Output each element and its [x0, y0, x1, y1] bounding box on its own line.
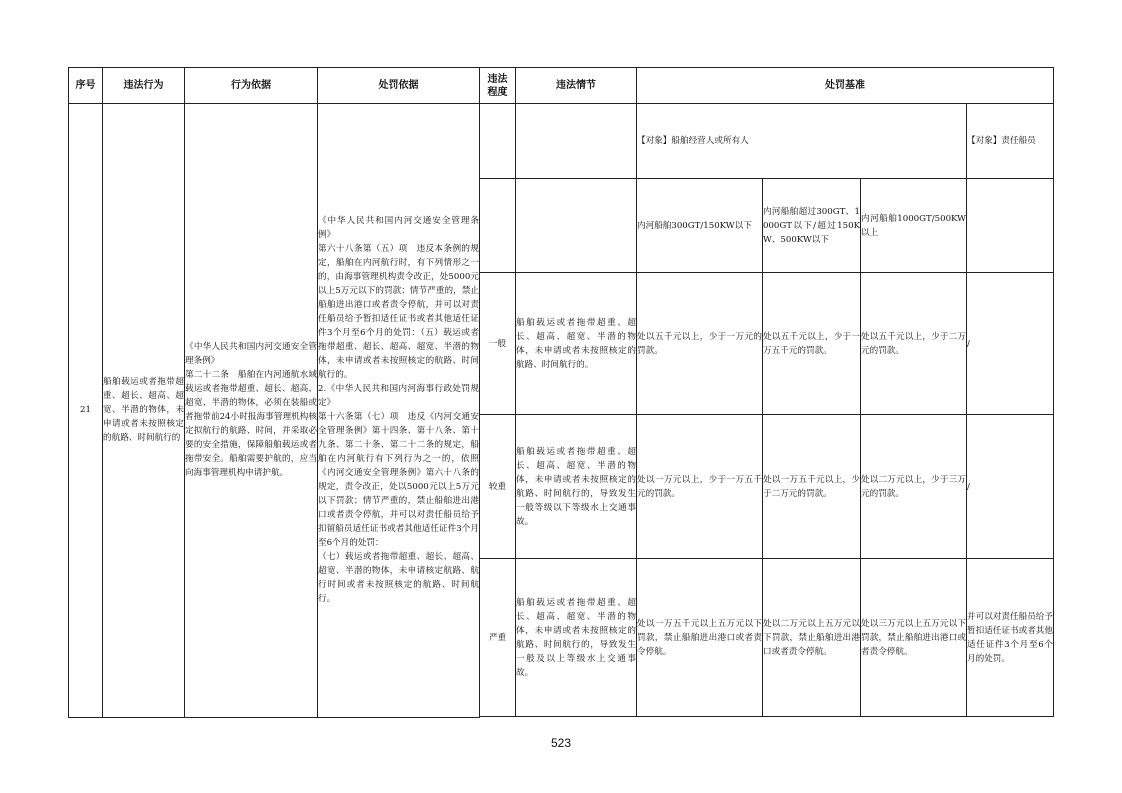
header-seq: 序号	[69, 68, 103, 104]
standard-large: 处以五千元以上，少于二万元的罚款。	[861, 273, 967, 415]
degree-label: 较重	[480, 415, 516, 559]
target-row	[69, 104, 1054, 179]
header-basis: 行为依据	[185, 68, 318, 104]
behavior-basis: 《中华人民共和国内河交通安全管理条例》 第二十二条 船舶在内河通航水域载运或者拖带超重、超长、超高、超宽、半潜的物体，必须在装船或者拖带前24小时报海事管理机构核定拟航行的航路、时间，并采取必要的安全措施，保障船舶载运或者拖带安全。船舶需要护航的，应当向海事管理机构申请护航。	[185, 104, 318, 718]
header-degree: 违法 程度	[480, 68, 516, 104]
empty-cell	[967, 179, 1054, 273]
tier-medium: 内河船舶超过300GT、1000GT以下/超过150KW、500KW以下	[763, 179, 861, 273]
circumstance: 船舶载运或者拖带超重、超长、超高、超宽、半潜的物体，未申请或者未按照核定的航路、时间航行的，导致发生一般及以上等级水上交通事故。	[516, 559, 637, 717]
empty-cell	[480, 104, 516, 179]
penalty-standard-table	[68, 67, 1054, 718]
standard-small: 处以一万元以上，少于一万五千元的罚款。	[637, 415, 763, 559]
standard-medium: 处以一万五千元以上，少于二万元的罚款。	[763, 415, 861, 559]
standard-small: 处以一万五千元以上五万元以下罚款，禁止船舶进出港口或者责令停航。	[637, 559, 763, 717]
header-standard: 处罚基准	[637, 68, 1054, 104]
tier-small: 内河船舶300GT/150KW以下	[637, 179, 763, 273]
header-circumstance: 违法情节	[516, 68, 637, 104]
header-act: 违法行为	[103, 68, 185, 104]
header-row	[69, 68, 1054, 104]
header-penalty-basis: 处罚依据	[318, 68, 480, 104]
standard-medium: 处以二万元以上五万元以下罚款，禁止船舶进出港口或者责令停航。	[763, 559, 861, 717]
row-number: 21	[69, 104, 103, 718]
degree-label: 严重	[480, 559, 516, 717]
standard-crew: 并可以对责任船员给予暂扣适任证书或者其他适任证件3个月至6个月的处罚。	[967, 559, 1054, 717]
violation-act: 船舶载运或者拖带超重、超长、超高、超宽、半潜的物体，未申请或者未按照核定的航路、时间航行的	[103, 104, 185, 718]
empty-cell	[516, 179, 637, 273]
target-owner: 【对象】船舶经营人或所有人	[637, 104, 967, 179]
standard-crew: /	[967, 415, 1054, 559]
standard-crew: /	[967, 273, 1054, 415]
standard-large: 处以二万元以上，少于三万元的罚款。	[861, 415, 967, 559]
circumstance: 船舶载运或者拖带超重、超长、超高、超宽、半潜的物体，未申请或者未按照核定的航路、时间航行的，导致发生一般等级以下等级水上交通事故。	[516, 415, 637, 559]
circumstance: 船舶载运或者拖带超重、超长、超高、超宽、半潜的物体，未申请或者未按照核定的航路、时间航行的。	[516, 273, 637, 415]
tier-large: 内河船舶1000GT/500KW以上	[861, 179, 967, 273]
standard-large: 处以三万元以上五万元以下罚款，禁止船舶进出港口或者责令停航。	[861, 559, 967, 717]
empty-cell	[480, 179, 516, 273]
degree-label: 一般	[480, 273, 516, 415]
standard-medium: 处以五千元以上，少于一万五千元的罚款。	[763, 273, 861, 415]
empty-cell	[516, 104, 637, 179]
page-number: 523	[550, 736, 572, 750]
standard-small: 处以五千元以上，少于一万元的罚款。	[637, 273, 763, 415]
penalty-basis: 《中华人民共和国内河交通安全管理条例》 第六十八条第（五）项 违反本条例的规定，船舶在内河航行时，有下列情形之一的，由海事管理机构责令改正，处5000元以上5万元以下的罚款；情节严重的，禁止船舶进出港口或者责令停航，并可以对责任船员给予暂扣适任证书或者其他适任证件3个月至6个月的处罚：（五）载运或者拖带超重、超长、超高、超宽、半潜的物体，未申请或者未按照核定的航路、时间航行的。 2.《中华人民共和国内河海事行政处罚规定》 第十六条第（七）项 违反《内河交通安全管理条例》第十四条、第十八条、第十九条、第二十条、第二十二条的规定，船舶在内河航行有下列行为之一的，依照《内河交通安全管理条例》第六十八条的规定，责令改正，处以5000元以上5万元以下罚款；情节严重的，禁止船舶进出港口或者责令停航，并可以对责任船员给予扣留船员适任证书或者其他适任证件3个月至6个月的处罚： （七）载运或者拖带超重、超长、超高、超宽、半潜的物体，未申请核定航路、航行时间或者未按照核定的航路、时间航行。	[318, 104, 480, 718]
target-crew: 【对象】责任船员	[967, 104, 1054, 179]
